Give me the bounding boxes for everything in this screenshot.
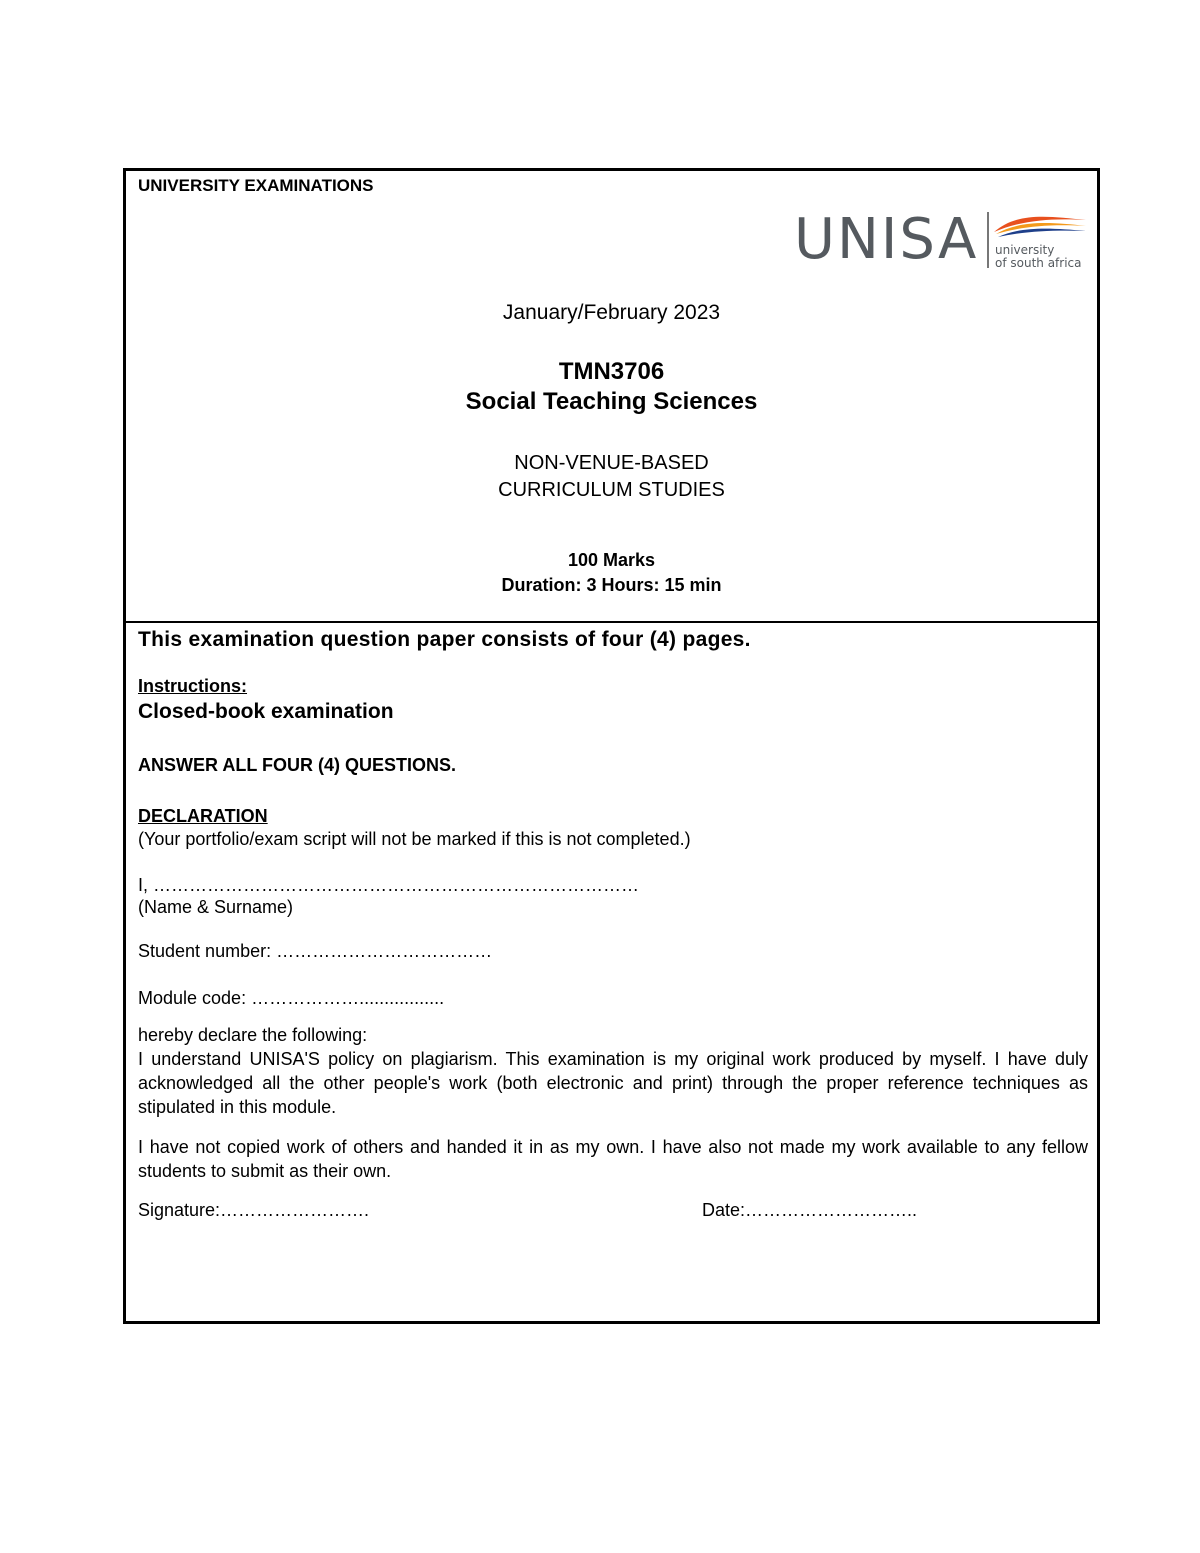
declaration-paragraph: hereby declare the following: I understand UNISA'S policy on plagiarism. This examination is my original work produced by myself. I have duly acknowledged all the other people's work (both electronic and print) through the proper reference techniques as stipulated in this module. (138, 1025, 1088, 1117)
exam-cover-frame (123, 168, 1100, 1324)
exam-period: January/February 2023 (502, 301, 721, 324)
unisa-logo (794, 208, 1094, 272)
cover-header-section (126, 171, 1097, 623)
student-number-field: Student number: ……………………………… (138, 941, 493, 961)
closed-book-instruction: Closed-book examination (138, 700, 394, 723)
module-title: Social Teaching Sciences (465, 388, 758, 415)
exam-duration: Duration: 3 Hours: 15 min (501, 575, 722, 595)
instructions-colon: : (241, 676, 248, 696)
total-marks: 100 Marks (567, 550, 656, 570)
date-field: Date:……………………….. (702, 1200, 918, 1220)
unisa-wordmark: UNISA (794, 207, 979, 272)
university-examinations-label: UNIVERSITY EXAMINATIONS (138, 176, 374, 195)
logo-tagline-south-africa: of south africa (995, 256, 1082, 270)
pages-statement: This examination question paper consists of four (4) pages. (138, 628, 751, 651)
module-code-field: Module code: ………………................. (138, 988, 445, 1008)
name-field-line: I, ……………………………………………………………………… (138, 875, 640, 895)
flag-swoosh-icon (992, 210, 1088, 240)
name-field-label: (Name & Surname) (138, 897, 294, 917)
instructions-heading (138, 676, 247, 697)
declaration-note: (Your portfolio/exam script will not be marked if this is not completed.) (138, 829, 691, 849)
no-copying-paragraph: I have not copied work of others and handed it in as my own. I have also not made my work available to any fellow students to submit as their own. (138, 1137, 1088, 1181)
declaration-heading: DECLARATION (138, 806, 268, 826)
logo-tagline-university: university (995, 243, 1055, 257)
module-code-title: TMN3706 (558, 358, 665, 385)
logo-divider (987, 212, 989, 268)
exam-type: NON-VENUE-BASED (514, 452, 709, 474)
department-name: CURRICULUM STUDIES (498, 479, 725, 501)
instructions-heading-text: Instructions (138, 676, 242, 696)
answer-all-instruction: ANSWER ALL FOUR (4) QUESTIONS. (138, 755, 457, 775)
signature-field: Signature:……………………. (138, 1200, 370, 1220)
